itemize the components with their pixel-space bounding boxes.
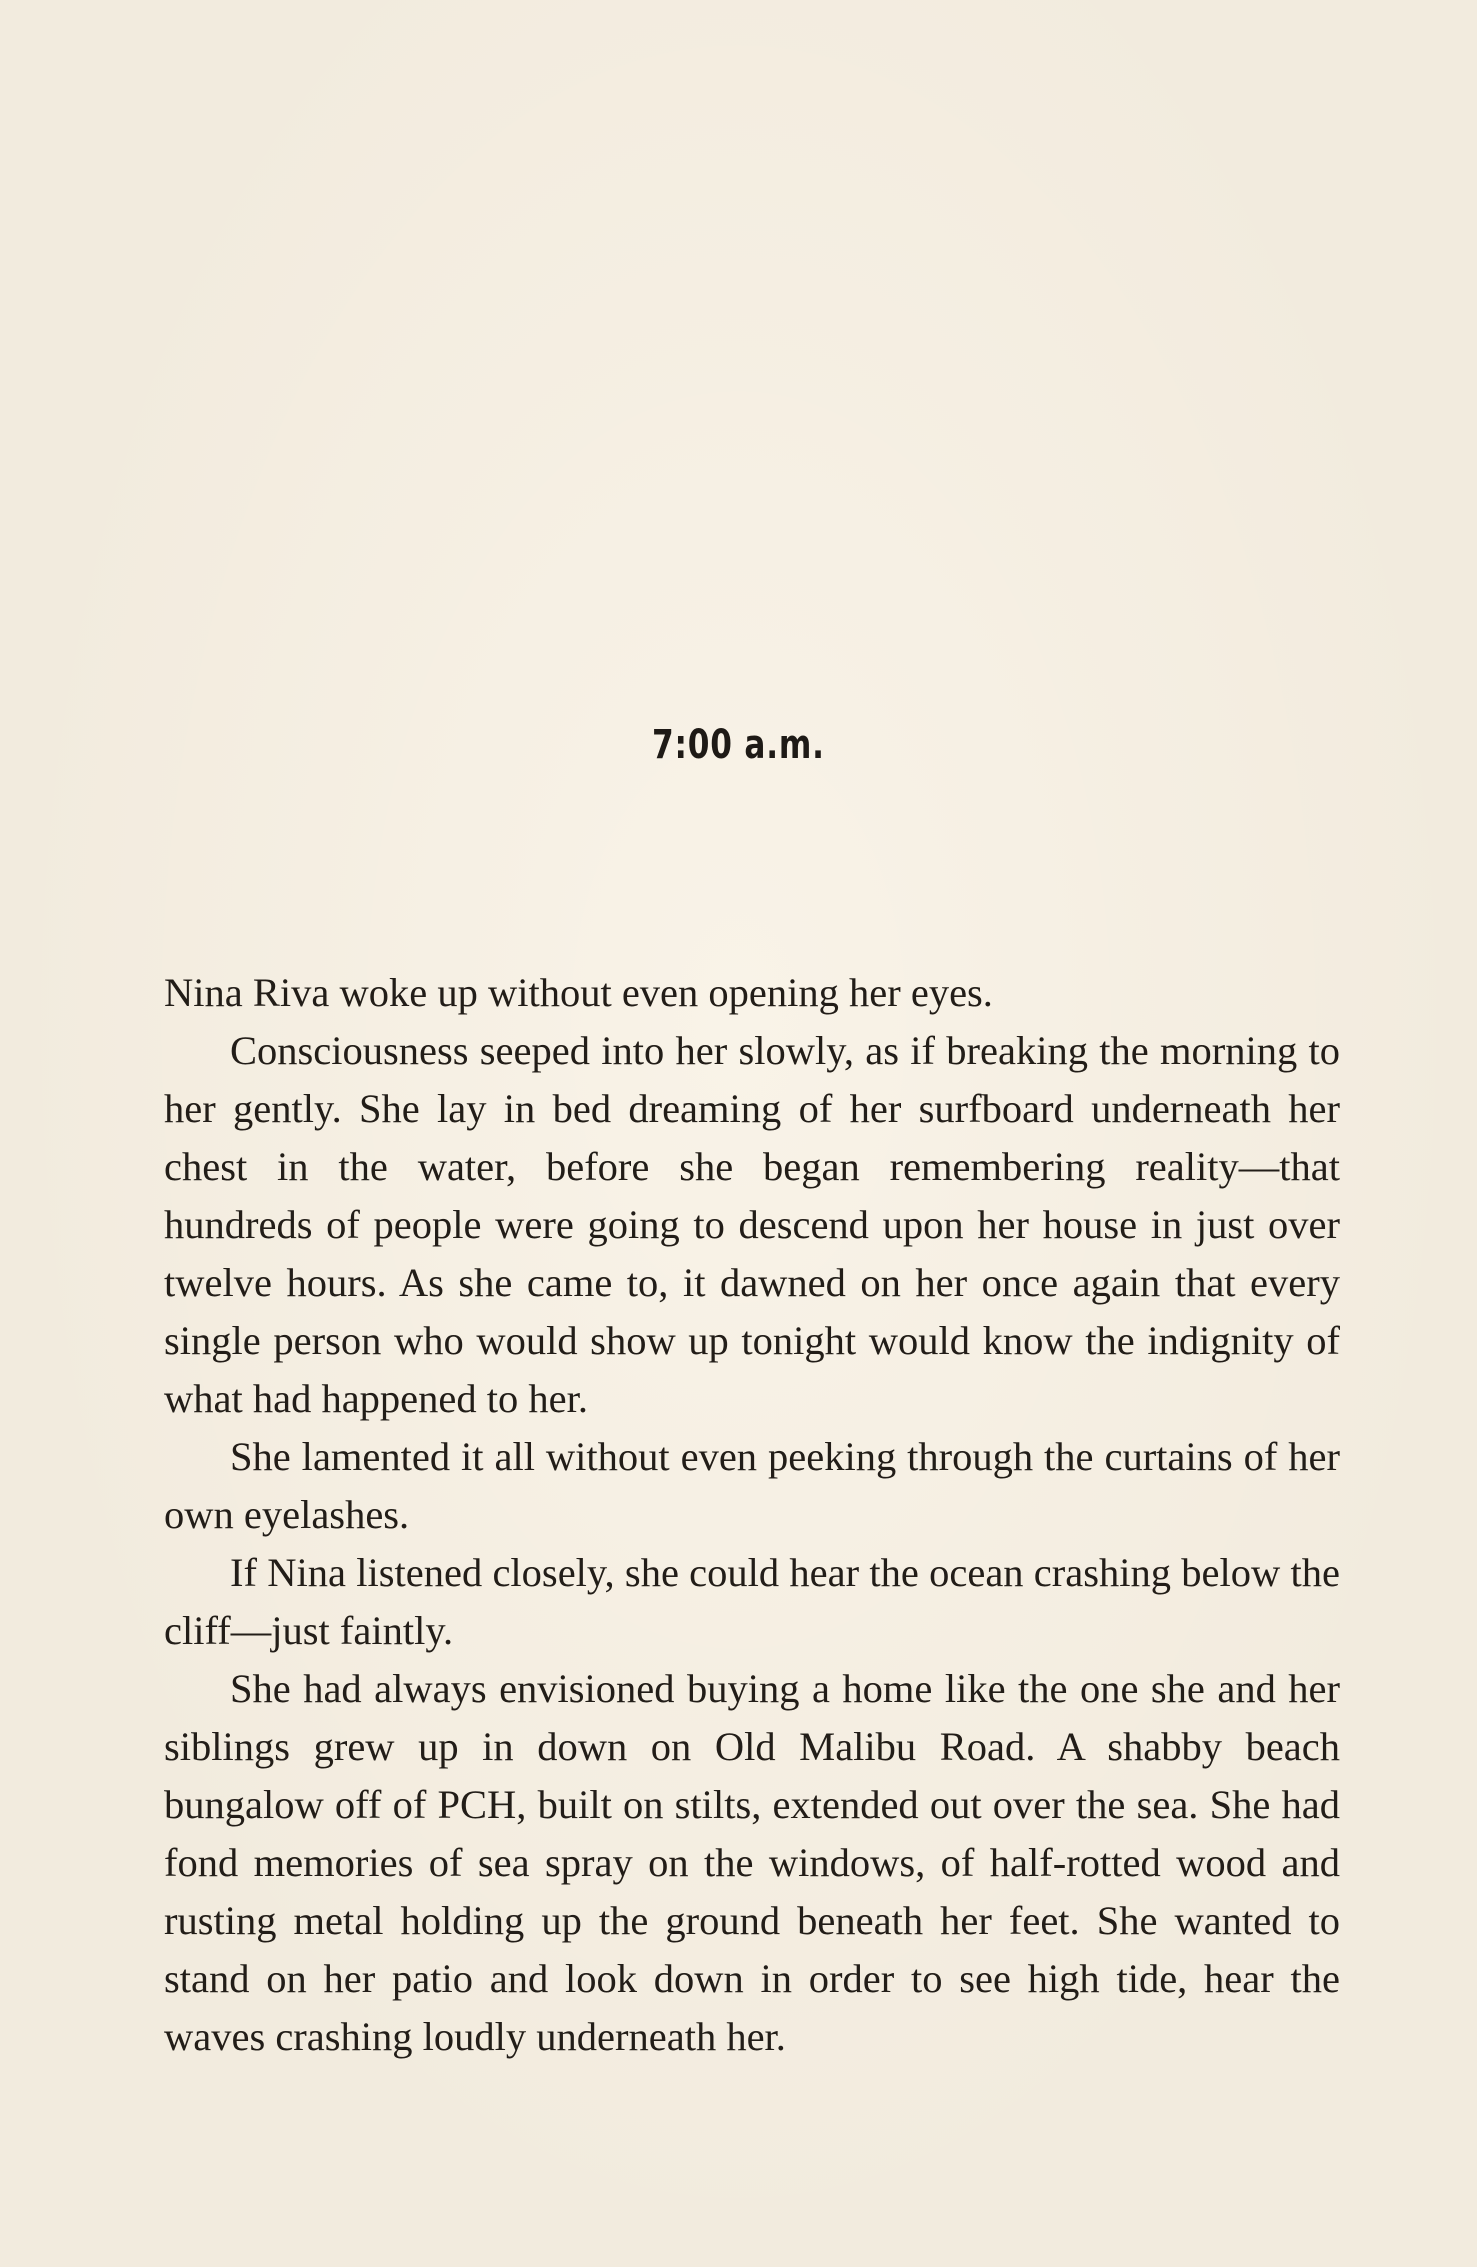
paragraph: She had always envisioned buying a home like the one she and her siblings grew up in down on Old Malibu Road. A shabby beach bungalow off of PCH, built on stilts, extended out over the sea. She had fond memories of sea spray on the windows, of half-rotted wood and rusting metal holding up the ground beneath her feet. She wanted to stand on her patio and look down in order to see high tide, hear the waves crashing loudly underneath her. [164,1666,1340,2059]
paragraph: She lamented it all without even peeking through the curtains of her own eyelashes. [164,1434,1340,1537]
body-text [164,964,1340,2066]
paragraph: If Nina listened closely, she could hear the ocean crashing below the cliff—just faintly. [164,1550,1340,1653]
paragraph: Nina Riva woke up without even opening her eyes. [164,970,993,1015]
paragraph: Consciousness seeped into her slowly, as if breaking the morning to her gently. She lay in bed dreaming of her surfboard underneath her chest in the water, before she began remembering reality—that hundreds of people were going to descend upon her house in just over twelve hours. As she came to, it dawned on her once again that every single person who would show up tonight would know the indignity of what had happened to her. [164,1028,1340,1421]
chapter-heading: 7:00 a.m. [652,722,825,768]
